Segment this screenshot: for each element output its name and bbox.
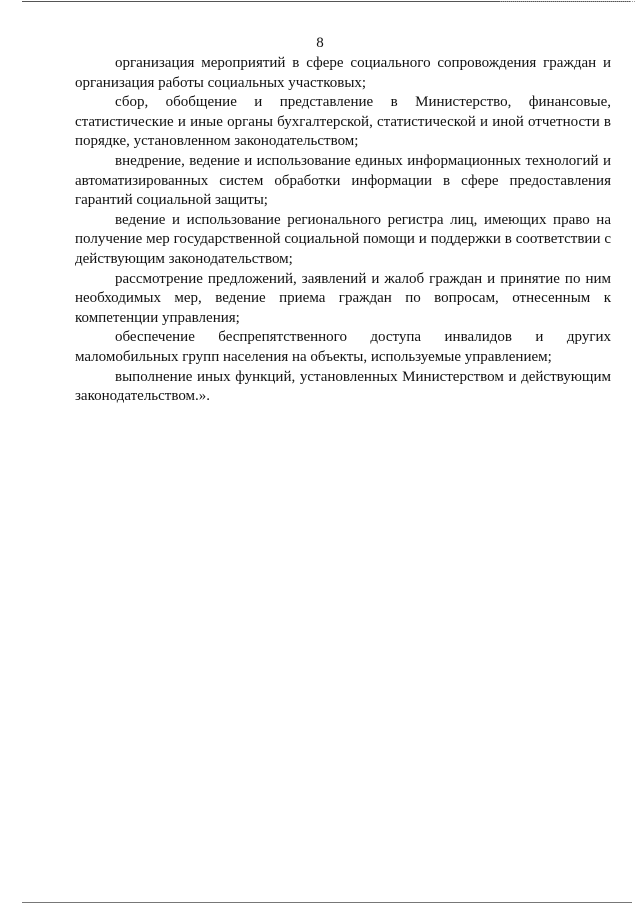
paragraph-accessibility: обеспечение беспрепятственного доступа инвалидов и других маломобильных групп населения на объекты, используемые управлением; — [75, 329, 611, 365]
paragraph-information-technologies: внедрение, ведение и использование единых информационных технологий и автоматизированных систем обработки информации в сфере предоставления гарантий социальной защиты; — [75, 152, 611, 209]
paragraph-regional-register: ведение и использование регионального регистра лиц, имеющих право на получение мер государственной социальной помощи и поддержки в соответствии с действующим законодательством; — [75, 211, 611, 267]
page-number: 8 — [316, 35, 324, 51]
page-bottom-border — [22, 902, 632, 903]
paragraph-social-support: организация мероприятий в сфере социального сопровождения граждан и организация работы социальных участковых; — [75, 55, 611, 91]
paragraph-citizen-appeals: рассмотрение предложений, заявлений и жалоб граждан и принятие по ним необходимых мер, ведение приема граждан по вопросам, отнесенным к компетенции управления; — [75, 270, 611, 326]
page-top-border-dotted — [500, 1, 635, 2]
paragraph-other-functions: выполнение иных функций, установленных Министерством и действующим законодательством.». — [75, 368, 611, 405]
document-body — [75, 54, 611, 407]
paragraph-reporting: сбор, обобщение и представление в Министерство, финансовые, статистические и иные органы бухгалтерской, статистической и иной отчетности в порядке, установленном законодательством; — [75, 94, 611, 150]
